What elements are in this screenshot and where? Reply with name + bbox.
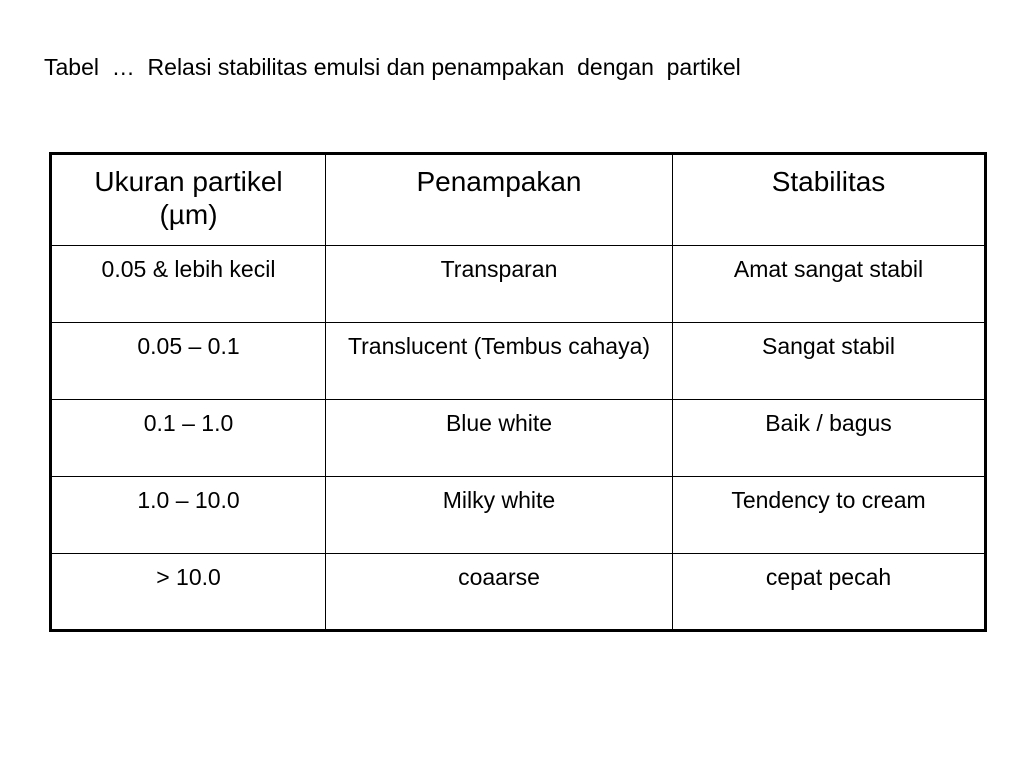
cell-particle-size: 0.05 – 0.1 [51, 323, 326, 400]
cell-appearance: Blue white [326, 400, 673, 477]
cell-stability: Amat sangat stabil [673, 246, 986, 323]
cell-appearance: coaarse [326, 554, 673, 631]
table-row [51, 554, 986, 631]
cell-stability: cepat pecah [673, 554, 986, 631]
page-title: Tabel … Relasi stabilitas emulsi dan penampakan dengan partikel [44, 54, 741, 80]
cell-appearance: Milky white [326, 477, 673, 554]
cell-particle-size: 0.1 – 1.0 [51, 400, 326, 477]
table-row [51, 477, 986, 554]
cell-appearance: Translucent (Tembus cahaya) [326, 323, 673, 400]
table-row [51, 323, 986, 400]
table-header-row [51, 154, 986, 246]
cell-appearance: Transparan [326, 246, 673, 323]
cell-particle-size: 1.0 – 10.0 [51, 477, 326, 554]
cell-stability: Tendency to cream [673, 477, 986, 554]
header-particle-size: Ukuran partikel (µm) [51, 154, 326, 246]
table-row [51, 400, 986, 477]
cell-particle-size: > 10.0 [51, 554, 326, 631]
table-row [51, 246, 986, 323]
cell-stability: Baik / bagus [673, 400, 986, 477]
emulsion-stability-table [49, 152, 987, 632]
cell-particle-size: 0.05 & lebih kecil [51, 246, 326, 323]
cell-stability: Sangat stabil [673, 323, 986, 400]
header-stability: Stabilitas [673, 154, 986, 246]
header-appearance: Penampakan [326, 154, 673, 246]
